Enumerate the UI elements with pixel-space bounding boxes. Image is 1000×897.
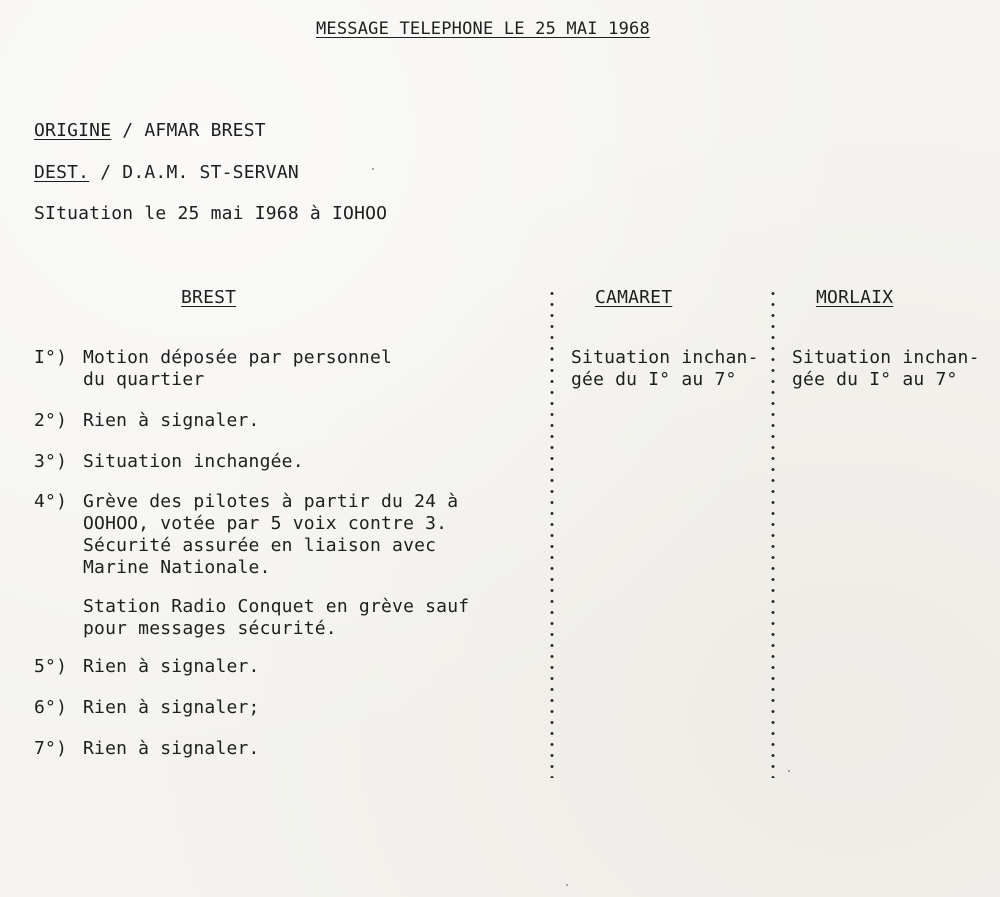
camaret-line-2: gée du I° au 7°	[571, 369, 737, 390]
item-number: I°)	[34, 347, 68, 368]
brest-item-3-number: 3°)	[34, 451, 68, 472]
brest-item-4-line-3: Sécurité assurée en liaison avec	[83, 535, 437, 556]
brest-item-4-line-4: Marine Nationale.	[83, 557, 271, 578]
brest-item-4b-line-1: Station Radio Conquet en grève sauf	[83, 596, 470, 617]
brest-item-5-line-1: Rien à signaler.	[83, 656, 260, 677]
column-separator-1	[550, 288, 554, 778]
column-header-brest: BREST	[181, 287, 237, 308]
brest-item-2-number: 2°)	[34, 410, 68, 431]
brest-item-1-line-1: Motion déposée par personnel	[83, 347, 393, 368]
brest-item-5-number: 5°)	[34, 656, 68, 677]
column-separator-2	[771, 288, 775, 778]
column-header-camaret: CAMARET	[595, 287, 673, 308]
morlaix-line-1: Situation inchan-	[792, 347, 980, 368]
morlaix-line-2: gée du I° au 7°	[792, 369, 958, 390]
dest-line	[34, 162, 299, 184]
brest-item-1-line-2: du quartier	[83, 369, 205, 390]
brest-item-6-number: 6°)	[34, 697, 68, 718]
brest-item-4b-line-2: pour messages sécurité.	[83, 618, 337, 639]
origine-label: ORIGINE	[34, 120, 112, 141]
brest-item-7-line-1: Rien à signaler.	[83, 738, 260, 759]
brest-item-6-line-1: Rien à signaler;	[83, 697, 260, 718]
situation-line: SItuation le 25 mai I968 à IOHOO	[34, 203, 388, 224]
brest-item-3-line-1: Situation inchangée.	[83, 451, 304, 472]
dest-value: / D.A.M. ST-SERVAN	[89, 162, 299, 183]
origine-value: / AFMAR BREST	[111, 120, 266, 141]
paper-speck	[566, 884, 568, 886]
paper-speck	[372, 168, 374, 170]
brest-item-4-line-2: OOHOO, votée par 5 voix contre 3.	[83, 513, 448, 534]
message-title: MESSAGE TELEPHONE LE 25 MAI 1968	[316, 19, 650, 39]
brest-item-2-line-1: Rien à signaler.	[83, 410, 260, 431]
brest-item-1	[34, 347, 67, 369]
dest-label: DEST.	[34, 162, 90, 183]
column-header-morlaix: MORLAIX	[816, 287, 894, 308]
brest-item-4-number: 4°)	[34, 491, 68, 512]
brest-item-4-line-1: Grève des pilotes à partir du 24 à	[83, 491, 459, 512]
brest-item-7-number: 7°)	[34, 738, 68, 759]
camaret-line-1: Situation inchan-	[571, 347, 759, 368]
paper-speck	[788, 770, 790, 772]
origine-line	[34, 120, 266, 142]
